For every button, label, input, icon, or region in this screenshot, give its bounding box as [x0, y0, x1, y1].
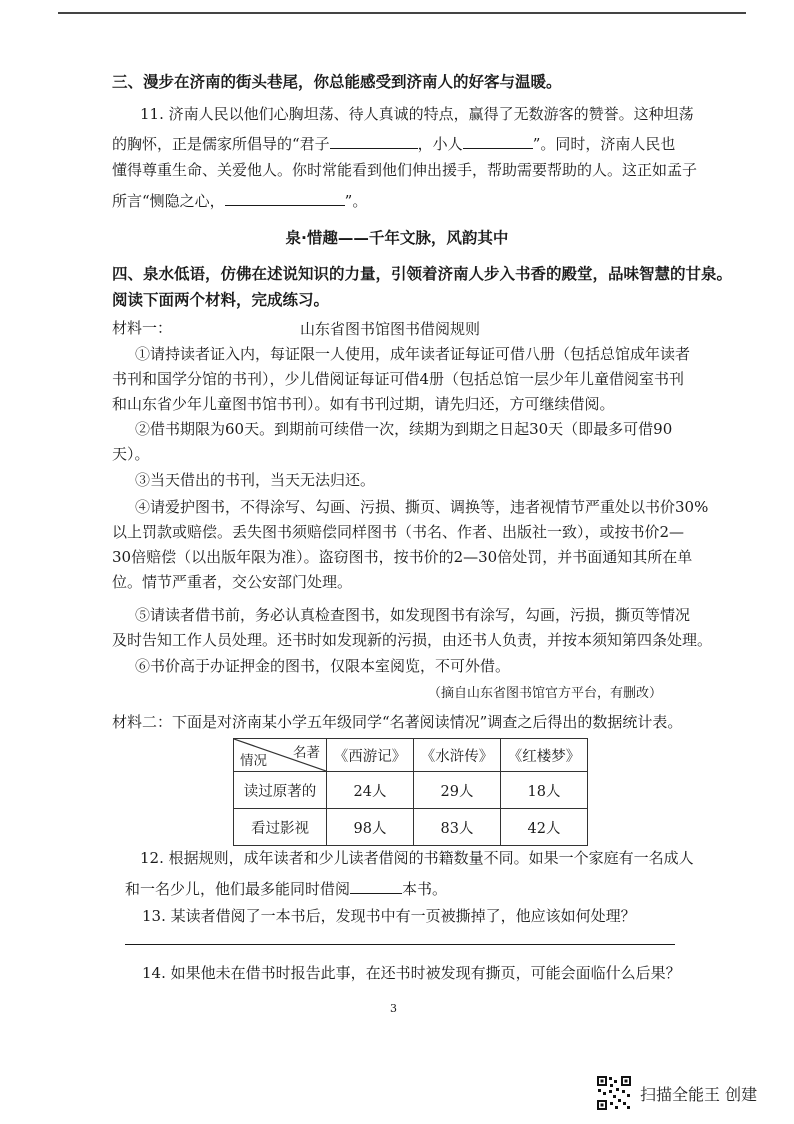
table-cell: 18人: [501, 772, 588, 809]
table-cell: 98人: [327, 809, 414, 846]
rule-line: ②借书期限为60天。到期前可续借一次，续期为到期之日起30天（即最多可借90: [135, 420, 673, 438]
q11-line2: [112, 132, 675, 154]
rule-line: 以上罚款或赔偿。丢失图书须赔偿同样图书（书名、作者、出版社一致），或按书价2—: [112, 523, 685, 541]
material1-source: （摘自山东省图书馆官方平台，有删改）: [428, 686, 663, 701]
rule-line: 及时告知工作人员处理。还书时如发现新的污损，由还书人负责，并按本须知第四条处理。: [112, 631, 713, 649]
table-cell: 29人: [414, 772, 501, 809]
q11-line4-b: ”。: [344, 192, 368, 210]
q11-line1: 11. 济南人民以他们心胸坦荡、待人真诚的特点，赢得了无数游客的赞誉。这种坦荡: [140, 105, 694, 123]
rule-line: ⑥书价高于办证押金的图书，仅限本室阅览，不可外借。: [135, 657, 511, 675]
q12-line2-b: 本书。: [402, 880, 448, 898]
rule-line: 天）。: [112, 445, 150, 463]
rule-line: ①请持读者证入内，每证限一人使用，成年读者证每证可借八册（包括总馆成年读者: [135, 345, 691, 363]
material1-label: 材料一：: [112, 319, 173, 337]
column-header: 《红楼梦》: [501, 739, 588, 772]
corner-bottom-label: 情况: [240, 753, 267, 769]
q13-text: 13. 某读者借阅了一本书后，发现书中有一页被撕掉了，他应该如何处理？: [142, 907, 636, 925]
qr-code-icon: [596, 1075, 632, 1111]
top-rule: [58, 12, 746, 14]
q11-blank-3[interactable]: [225, 189, 345, 206]
section3-heading: 三、漫步在济南的街头巷尾，你总能感受到济南人的好客与温暖。: [112, 73, 562, 91]
corner-top-label: 名著: [293, 745, 320, 761]
q11-line4: [112, 189, 367, 211]
row-label: 看过影视: [234, 809, 327, 846]
material2-intro: 材料二：下面是对济南某小学五年级同学“名著阅读情况”调查之后得出的数据统计表。: [112, 713, 683, 731]
table-cell: 24人: [327, 772, 414, 809]
table-row: [234, 809, 588, 846]
q11-line4-a: 所言“恻隐之心，: [112, 192, 225, 210]
q12-line2-a: 和一名少儿，他们最多能同时借阅: [125, 880, 351, 898]
page-number: 3: [390, 1002, 397, 1015]
rule-line: ④请爱护图书，不得涂写、勾画、污损、撕页、调换等，违者视情节严重处以书价30%: [135, 498, 709, 516]
material1-title: 山东省图书馆图书借阅规则: [300, 320, 481, 338]
rule-line: 书刊和国学分馆的书刊），少儿借阅证每证可借4册（包括总馆一层少年儿童借阅室书刊: [112, 370, 685, 388]
rule-line: 位。情节严重者，交公安部门处理。: [112, 573, 353, 591]
q14-text: 14. 如果他未在借书时报告此事，在还书时被发现有撕页，可能会面临什么后果？: [142, 964, 681, 982]
table-cell: 83人: [414, 809, 501, 846]
scanner-watermark: 扫描全能王 创建: [640, 1085, 758, 1104]
reading-stats-table: [233, 738, 588, 846]
q12-line1: 12. 根据规则，成年读者和少儿读者借阅的书籍数量不同。如果一个家庭有一名成人: [140, 849, 694, 867]
rule-line: ⑤请读者借书前，务必认真检查图书，如发现图书有涂写，勾画，污损，撕页等情况: [135, 606, 691, 624]
row-label: 读过原著的: [234, 772, 327, 809]
rule-line: ③当天借出的书刊，当天无法归还。: [135, 471, 376, 489]
column-header: 《西游记》: [327, 739, 414, 772]
q11-blank-1[interactable]: [330, 132, 418, 149]
q11-line2-a: 的胸怀，正是儒家所倡导的“君子: [112, 135, 330, 153]
section4-heading-line1: 四、泉水低语，仿佛在述说知识的力量，引领着济南人步入书香的殿堂，品味智慧的甘泉。: [112, 265, 733, 283]
table-row: [234, 772, 588, 809]
table-header-row: [234, 739, 588, 772]
q11-line2-c: ”。同时，济南人民也: [532, 135, 676, 153]
table-corner-cell: [234, 739, 327, 772]
table-cell: 42人: [501, 809, 588, 846]
q11-line2-b: ，小人: [417, 135, 463, 153]
q12-blank[interactable]: [350, 877, 402, 894]
column-header: 《水浒传》: [414, 739, 501, 772]
section4-heading-line2: 阅读下面两个材料，完成练习。: [112, 291, 330, 309]
q12-line2: [125, 877, 447, 899]
rule-line: 30倍赔偿（以出版年限为准）。盗窃图书，按书价的2—30倍处罚，并书面通知其所在单: [112, 548, 693, 566]
q11-blank-2[interactable]: [463, 132, 533, 149]
q11-line3: 懂得尊重生命、关爱他人。你时常能看到他们伸出援手，帮助需要帮助的人。这正如孟子: [112, 161, 698, 179]
q13-answer-line[interactable]: [125, 944, 675, 945]
theme-banner: 泉·惜趣——千年文脉，风韵其中: [285, 229, 509, 247]
rule-line: 和山东省少年儿童图书馆书刊）。如有书刊过期，请先归还，方可继续借阅。: [112, 395, 615, 413]
